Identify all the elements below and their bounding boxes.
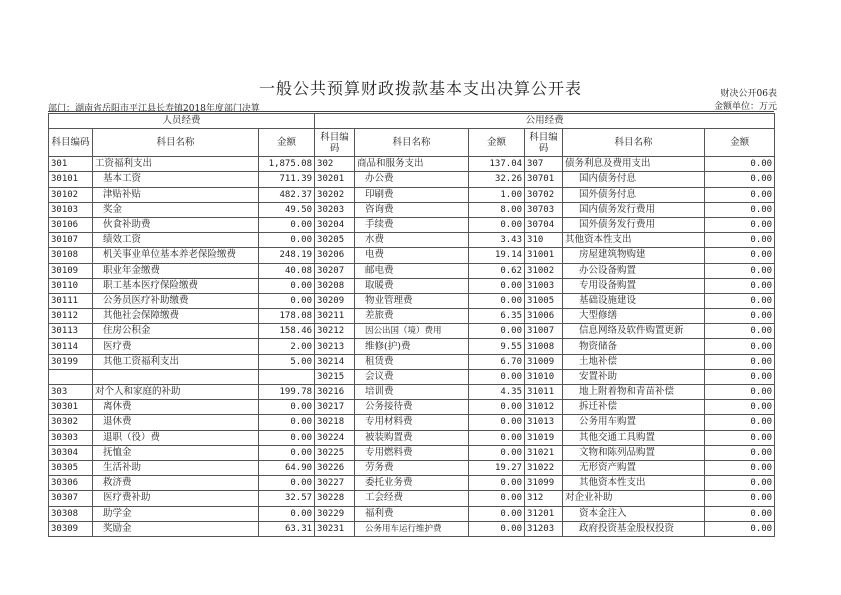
- personnel-code-cell: 30303: [49, 430, 93, 445]
- public-amount-cell: 0.00: [469, 400, 525, 415]
- table-row: [49, 430, 775, 445]
- personnel-name-cell: 助学金: [93, 506, 259, 521]
- capital-amount-cell: 0.00: [705, 369, 775, 384]
- capital-name-cell: 国外债务付息: [563, 187, 705, 202]
- capital-amount-cell: 0.00: [705, 217, 775, 232]
- public-name-cell: 培训费: [355, 385, 469, 400]
- public-amount-cell: 8.00: [469, 202, 525, 217]
- public-code-cell: 30229: [315, 506, 355, 521]
- header-group-row: [49, 114, 775, 129]
- personnel-code-cell: 30112: [49, 309, 93, 324]
- personnel-code-cell: 30113: [49, 324, 93, 339]
- page-title: 一般公共预算财政拨款基本支出决算公开表: [258, 79, 582, 98]
- public-code-cell: 30228: [315, 491, 355, 506]
- capital-code-cell: 310: [525, 233, 563, 248]
- table-row: [49, 369, 775, 384]
- public-code-cell: 30224: [315, 430, 355, 445]
- table-row: [49, 385, 775, 400]
- personnel-amount-cell: 40.08: [259, 263, 315, 278]
- table-row: [49, 202, 775, 217]
- capital-code-cell: 31005: [525, 293, 563, 308]
- capital-name-cell: 其他交通工具购置: [563, 430, 705, 445]
- capital-code-cell: 312: [525, 491, 563, 506]
- public-amount-cell: 1.00: [469, 187, 525, 202]
- capital-amount-cell: 0.00: [705, 339, 775, 354]
- public-amount-cell: 0.00: [469, 491, 525, 506]
- capital-code-cell: 30703: [525, 202, 563, 217]
- public-amount-cell: 4.35: [469, 385, 525, 400]
- personnel-amount-cell: 711.39: [259, 172, 315, 187]
- personnel-code-cell: 30301: [49, 400, 93, 415]
- capital-code-cell: 31022: [525, 460, 563, 475]
- public-code-cell: 30205: [315, 233, 355, 248]
- table-row: [49, 309, 775, 324]
- public-amount-cell: 0.00: [469, 430, 525, 445]
- personnel-name-cell: 绩效工资: [93, 233, 259, 248]
- personnel-code-cell: 30108: [49, 248, 93, 263]
- capital-name-cell: 债务利息及费用支出: [563, 157, 705, 172]
- personnel-code-cell: 30110: [49, 278, 93, 293]
- public-amount-cell: 0.00: [469, 415, 525, 430]
- capital-code-cell: 31008: [525, 339, 563, 354]
- code-header: 科目编码: [525, 129, 563, 157]
- personnel-code-cell: 30107: [49, 233, 93, 248]
- personnel-amount-cell: 0.00: [259, 430, 315, 445]
- capital-code-cell: 31019: [525, 430, 563, 445]
- public-code-cell: 30216: [315, 385, 355, 400]
- capital-code-cell: 30704: [525, 217, 563, 232]
- public-amount-cell: 0.00: [469, 217, 525, 232]
- personnel-amount-cell: 158.46: [259, 324, 315, 339]
- public-code-cell: 30212: [315, 324, 355, 339]
- public-code-cell: 30215: [315, 369, 355, 384]
- personnel-amount-cell: 63.31: [259, 521, 315, 536]
- public-amount-cell: 6.35: [469, 309, 525, 324]
- personnel-code-cell: 30114: [49, 339, 93, 354]
- public-code-cell: 302: [315, 157, 355, 172]
- capital-code-cell: 31021: [525, 445, 563, 460]
- personnel-name-cell: 奖金: [93, 202, 259, 217]
- form-code: 财决公开06表: [720, 89, 777, 99]
- public-name-cell: 取暖费: [355, 278, 469, 293]
- capital-code-cell: 31201: [525, 506, 563, 521]
- capital-amount-cell: 0.00: [705, 293, 775, 308]
- table-row: [49, 278, 775, 293]
- personnel-code-cell: 30101: [49, 172, 93, 187]
- public-amount-cell: 0.00: [469, 369, 525, 384]
- capital-code-cell: 31203: [525, 521, 563, 536]
- name-header: 科目名称: [355, 129, 469, 157]
- capital-name-cell: 无形资产购置: [563, 460, 705, 475]
- public-code-cell: 30208: [315, 278, 355, 293]
- header-column-row: [49, 129, 775, 157]
- personnel-name-cell: [93, 369, 259, 384]
- capital-amount-cell: 0.00: [705, 491, 775, 506]
- personnel-amount-cell: 0.00: [259, 217, 315, 232]
- capital-amount-cell: 0.00: [705, 309, 775, 324]
- personnel-code-cell: 30109: [49, 263, 93, 278]
- personnel-amount-cell: 482.37: [259, 187, 315, 202]
- public-code-cell: 30202: [315, 187, 355, 202]
- capital-code-cell: 31007: [525, 324, 563, 339]
- personnel-name-cell: 工资福利支出: [93, 157, 259, 172]
- personnel-name-cell: 基本工资: [93, 172, 259, 187]
- capital-code-cell: 31009: [525, 354, 563, 369]
- capital-amount-cell: 0.00: [705, 415, 775, 430]
- capital-name-cell: 资本金注入: [563, 506, 705, 521]
- code-header: 科目编码: [49, 129, 93, 157]
- public-name-cell: 公务接待费: [355, 400, 469, 415]
- public-name-cell: 专用材料费: [355, 415, 469, 430]
- table-row: [49, 445, 775, 460]
- public-name-cell: 劳务费: [355, 460, 469, 475]
- personnel-amount-cell: 0.00: [259, 233, 315, 248]
- personnel-name-cell: 其他社会保障缴费: [93, 309, 259, 324]
- public-name-cell: 手续费: [355, 217, 469, 232]
- table-row: [49, 157, 775, 172]
- amount-header: 金额: [469, 129, 525, 157]
- public-name-cell: 工会经费: [355, 491, 469, 506]
- personnel-code-cell: 30103: [49, 202, 93, 217]
- table-row: [49, 248, 775, 263]
- capital-code-cell: 31011: [525, 385, 563, 400]
- personnel-amount-cell: 0.00: [259, 476, 315, 491]
- public-code-cell: 30203: [315, 202, 355, 217]
- personnel-amount-cell: [259, 369, 315, 384]
- table-row: [49, 506, 775, 521]
- table-body: [49, 157, 775, 537]
- personnel-code-cell: 30102: [49, 187, 93, 202]
- public-name-cell: 物业管理费: [355, 293, 469, 308]
- capital-name-cell: 土地补偿: [563, 354, 705, 369]
- public-code-cell: 30213: [315, 339, 355, 354]
- capital-code-cell: 31013: [525, 415, 563, 430]
- personnel-name-cell: 住房公积金: [93, 324, 259, 339]
- public-code-cell: 30218: [315, 415, 355, 430]
- public-amount-cell: 0.00: [469, 445, 525, 460]
- public-amount-cell: 6.70: [469, 354, 525, 369]
- public-group-header: 公用经费: [315, 114, 775, 129]
- personnel-code-cell: 30302: [49, 415, 93, 430]
- amount-header: 金额: [259, 129, 315, 157]
- public-amount-cell: 0.62: [469, 263, 525, 278]
- capital-name-cell: 国内债务发行费用: [563, 202, 705, 217]
- personnel-name-cell: 奖励金: [93, 521, 259, 536]
- capital-name-cell: 国外债务发行费用: [563, 217, 705, 232]
- capital-amount-cell: 0.00: [705, 324, 775, 339]
- public-code-cell: 30204: [315, 217, 355, 232]
- capital-name-cell: 其他资本性支出: [563, 476, 705, 491]
- capital-code-cell: 31006: [525, 309, 563, 324]
- public-code-cell: 30207: [315, 263, 355, 278]
- capital-code-cell: 31001: [525, 248, 563, 263]
- personnel-name-cell: 医疗费补助: [93, 491, 259, 506]
- capital-code-cell: 31012: [525, 400, 563, 415]
- table-row: [49, 354, 775, 369]
- table-row: [49, 476, 775, 491]
- public-name-cell: 电费: [355, 248, 469, 263]
- capital-name-cell: 拆迁补偿: [563, 400, 705, 415]
- public-amount-cell: 19.14: [469, 248, 525, 263]
- public-code-cell: 30231: [315, 521, 355, 536]
- capital-name-cell: 对企业补助: [563, 491, 705, 506]
- capital-name-cell: 政府投资基金股权投资: [563, 521, 705, 536]
- public-name-cell: 会议费: [355, 369, 469, 384]
- public-code-cell: 30201: [315, 172, 355, 187]
- public-amount-cell: 137.04: [469, 157, 525, 172]
- capital-name-cell: 国内债务付息: [563, 172, 705, 187]
- public-name-cell: 邮电费: [355, 263, 469, 278]
- personnel-amount-cell: 64.90: [259, 460, 315, 475]
- code-header: 科目编码: [315, 129, 355, 157]
- personnel-name-cell: 生活补助: [93, 460, 259, 475]
- capital-code-cell: 31099: [525, 476, 563, 491]
- personnel-amount-cell: 0.00: [259, 506, 315, 521]
- personnel-code-cell: 30306: [49, 476, 93, 491]
- personnel-name-cell: 退休费: [93, 415, 259, 430]
- public-name-cell: 因公出国（境）费用: [355, 324, 469, 339]
- capital-amount-cell: 0.00: [705, 263, 775, 278]
- table-row: [49, 187, 775, 202]
- public-name-cell: 公务用车运行维护费: [355, 521, 469, 536]
- amount-unit: 金额单位：万元: [713, 102, 777, 112]
- capital-code-cell: 307: [525, 157, 563, 172]
- personnel-code-cell: 303: [49, 385, 93, 400]
- personnel-code-cell: 30307: [49, 491, 93, 506]
- capital-name-cell: 地上附着物和青苗补偿: [563, 385, 705, 400]
- public-name-cell: 咨询费: [355, 202, 469, 217]
- table-row: [49, 263, 775, 278]
- personnel-name-cell: 伙食补助费: [93, 217, 259, 232]
- public-amount-cell: 32.26: [469, 172, 525, 187]
- capital-name-cell: 其他资本性支出: [563, 233, 705, 248]
- amount-header: 金额: [705, 129, 775, 157]
- public-name-cell: 维修(护)费: [355, 339, 469, 354]
- personnel-amount-cell: 32.57: [259, 491, 315, 506]
- personnel-amount-cell: 1,875.08: [259, 157, 315, 172]
- capital-amount-cell: 0.00: [705, 521, 775, 536]
- personnel-name-cell: 职工基本医疗保险缴费: [93, 278, 259, 293]
- capital-amount-cell: 0.00: [705, 354, 775, 369]
- capital-name-cell: 基础设施建设: [563, 293, 705, 308]
- table-row: [49, 400, 775, 415]
- name-header: 科目名称: [563, 129, 705, 157]
- public-code-cell: 30226: [315, 460, 355, 475]
- capital-code-cell: 31002: [525, 263, 563, 278]
- personnel-amount-cell: 199.78: [259, 385, 315, 400]
- table-row: [49, 293, 775, 308]
- personnel-code-cell: 30304: [49, 445, 93, 460]
- personnel-name-cell: 对个人和家庭的补助: [93, 385, 259, 400]
- public-amount-cell: 19.27: [469, 460, 525, 475]
- public-name-cell: 商品和服务支出: [355, 157, 469, 172]
- capital-amount-cell: 0.00: [705, 400, 775, 415]
- public-amount-cell: 0.00: [469, 506, 525, 521]
- name-header: 科目名称: [93, 129, 259, 157]
- personnel-code-cell: 30106: [49, 217, 93, 232]
- public-name-cell: 办公费: [355, 172, 469, 187]
- personnel-amount-cell: 5.00: [259, 354, 315, 369]
- public-code-cell: 30209: [315, 293, 355, 308]
- personnel-group-header: 人员经费: [49, 114, 315, 129]
- public-name-cell: 专用燃料费: [355, 445, 469, 460]
- personnel-amount-cell: 0.00: [259, 400, 315, 415]
- capital-code-cell: 30702: [525, 187, 563, 202]
- table-row: [49, 172, 775, 187]
- capital-amount-cell: 0.00: [705, 445, 775, 460]
- capital-name-cell: 公务用车购置: [563, 415, 705, 430]
- public-amount-cell: 9.55: [469, 339, 525, 354]
- personnel-amount-cell: 0.00: [259, 415, 315, 430]
- capital-amount-cell: 0.00: [705, 172, 775, 187]
- personnel-code-cell: 30199: [49, 354, 93, 369]
- public-amount-cell: 0.00: [469, 278, 525, 293]
- public-name-cell: 租赁费: [355, 354, 469, 369]
- public-name-cell: 被装购置费: [355, 430, 469, 445]
- personnel-code-cell: 30308: [49, 506, 93, 521]
- personnel-name-cell: 津贴补贴: [93, 187, 259, 202]
- capital-name-cell: 文物和陈列品购置: [563, 445, 705, 460]
- personnel-amount-cell: 49.50: [259, 202, 315, 217]
- public-name-cell: 福利费: [355, 506, 469, 521]
- public-code-cell: 30225: [315, 445, 355, 460]
- capital-amount-cell: 0.00: [705, 248, 775, 263]
- capital-name-cell: 安置补助: [563, 369, 705, 384]
- public-code-cell: 30206: [315, 248, 355, 263]
- public-amount-cell: 3.43: [469, 233, 525, 248]
- capital-amount-cell: 0.00: [705, 430, 775, 445]
- public-code-cell: 30211: [315, 309, 355, 324]
- table-row: [49, 460, 775, 475]
- personnel-name-cell: 救济费: [93, 476, 259, 491]
- public-name-cell: 委托业务费: [355, 476, 469, 491]
- personnel-amount-cell: 0.00: [259, 293, 315, 308]
- personnel-amount-cell: 0.00: [259, 445, 315, 460]
- capital-name-cell: 房屋建筑物购建: [563, 248, 705, 263]
- department-label: 部门：湖南省岳阳市平江县长寿镇2018年度部门决算: [48, 104, 260, 114]
- personnel-name-cell: 退职（役）费: [93, 430, 259, 445]
- capital-name-cell: 办公设备购置: [563, 263, 705, 278]
- personnel-name-cell: 职业年金缴费: [93, 263, 259, 278]
- personnel-name-cell: 抚恤金: [93, 445, 259, 460]
- capital-amount-cell: 0.00: [705, 385, 775, 400]
- capital-amount-cell: 0.00: [705, 233, 775, 248]
- public-name-cell: 差旅费: [355, 309, 469, 324]
- public-amount-cell: 0.00: [469, 293, 525, 308]
- capital-name-cell: 信息网络及软件购置更新: [563, 324, 705, 339]
- capital-amount-cell: 0.00: [705, 278, 775, 293]
- table-row: [49, 415, 775, 430]
- public-name-cell: 印刷费: [355, 187, 469, 202]
- personnel-code-cell: 30111: [49, 293, 93, 308]
- header-rule: [48, 111, 774, 112]
- personnel-amount-cell: 2.00: [259, 339, 315, 354]
- public-amount-cell: 0.00: [469, 324, 525, 339]
- expenditure-table: [48, 113, 775, 537]
- personnel-amount-cell: 248.19: [259, 248, 315, 263]
- table-row: [49, 233, 775, 248]
- capital-name-cell: 专用设备购置: [563, 278, 705, 293]
- capital-amount-cell: 0.00: [705, 476, 775, 491]
- public-amount-cell: 0.00: [469, 476, 525, 491]
- public-amount-cell: 0.00: [469, 521, 525, 536]
- personnel-name-cell: 离休费: [93, 400, 259, 415]
- table-row: [49, 521, 775, 536]
- table-row: [49, 217, 775, 232]
- personnel-amount-cell: 178.08: [259, 309, 315, 324]
- public-code-cell: 30227: [315, 476, 355, 491]
- public-code-cell: 30214: [315, 354, 355, 369]
- personnel-amount-cell: 0.00: [259, 278, 315, 293]
- capital-name-cell: 物资储备: [563, 339, 705, 354]
- capital-amount-cell: 0.00: [705, 506, 775, 521]
- personnel-code-cell: [49, 369, 93, 384]
- personnel-name-cell: 医疗费: [93, 339, 259, 354]
- personnel-code-cell: 30305: [49, 460, 93, 475]
- capital-name-cell: 大型修缮: [563, 309, 705, 324]
- public-name-cell: 水费: [355, 233, 469, 248]
- table-row: [49, 339, 775, 354]
- capital-code-cell: 31003: [525, 278, 563, 293]
- personnel-code-cell: 30309: [49, 521, 93, 536]
- table-row: [49, 324, 775, 339]
- table-row: [49, 491, 775, 506]
- capital-amount-cell: 0.00: [705, 187, 775, 202]
- capital-amount-cell: 0.00: [705, 202, 775, 217]
- capital-amount-cell: 0.00: [705, 157, 775, 172]
- personnel-code-cell: 301: [49, 157, 93, 172]
- personnel-name-cell: 其他工资福利支出: [93, 354, 259, 369]
- capital-amount-cell: 0.00: [705, 460, 775, 475]
- personnel-name-cell: 机关事业单位基本养老保险缴费: [93, 248, 259, 263]
- public-code-cell: 30217: [315, 400, 355, 415]
- capital-code-cell: 31010: [525, 369, 563, 384]
- capital-code-cell: 30701: [525, 172, 563, 187]
- personnel-name-cell: 公务员医疗补助缴费: [93, 293, 259, 308]
